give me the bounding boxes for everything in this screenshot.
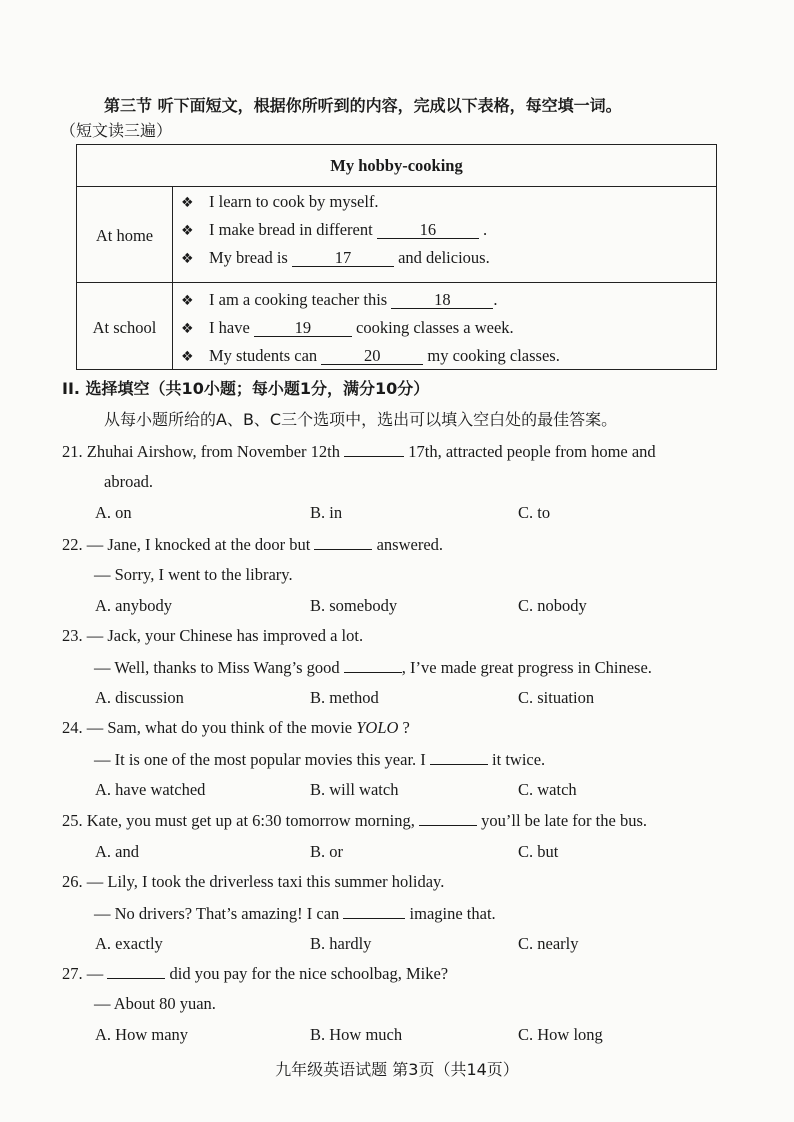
option-b[interactable]: B. in [310, 503, 343, 522]
question-24-line2: — It is one of the most popular movies this year. I it twice. [94, 750, 546, 769]
section3-heading: 第三节 听下面短文，根据你所听到的内容，完成以下表格，每空填一词。 [104, 96, 622, 115]
answer-blank[interactable] [314, 534, 372, 550]
answer-blank[interactable] [107, 963, 165, 979]
answer-blank[interactable] [343, 903, 405, 919]
answer-blank[interactable]: 16 [377, 222, 479, 239]
question-number: 26. [62, 872, 83, 891]
option-c[interactable]: C. nobody [518, 596, 587, 615]
question-number: 23. [62, 626, 83, 645]
part2-heading: II. 选择填空（共10小题；每小题1分，满分10分） [62, 379, 430, 398]
question-21-line2: abroad. [104, 472, 154, 491]
question-22: 22. — Jane, I knocked at the door but answered. [62, 535, 444, 554]
question-23-line2: — Well, thanks to Miss Wang’s good , I’ve made great progress in Chinese. [94, 658, 652, 677]
option-b[interactable]: B. hardly [310, 934, 372, 953]
diamond-bullet-icon: ❖ [181, 223, 194, 239]
diamond-bullet-icon: ❖ [181, 195, 194, 211]
table-item: ❖ I learn to cook by myself. [181, 192, 379, 211]
option-c[interactable]: C. situation [518, 688, 595, 707]
answer-blank[interactable] [419, 810, 477, 826]
answer-blank[interactable]: 19 [254, 320, 352, 337]
answer-blank[interactable] [344, 657, 402, 673]
question-21: 21. Zhuhai Airshow, from November 12th 17th, attracted people from home and [62, 442, 656, 461]
option-b[interactable]: B. How much [310, 1025, 403, 1044]
table-item: ❖ My bread is 17 and delicious. [181, 248, 490, 267]
option-c[interactable]: C. but [518, 842, 559, 861]
question-number: 25. [62, 811, 83, 830]
question-27-line2: — About 80 yuan. [94, 994, 216, 1013]
question-number: 24. [62, 718, 83, 737]
table-item: ❖ I have 19 cooking classes a week. [181, 318, 514, 337]
question-23: 23. — Jack, your Chinese has improved a lot. [62, 626, 364, 645]
option-b[interactable]: B. somebody [310, 596, 398, 615]
section3-note: （短文读三遍） [60, 121, 173, 140]
question-26-line2: — No drivers? That’s amazing! I can imagine that. [94, 904, 496, 923]
option-c[interactable]: C. How long [518, 1025, 603, 1044]
part2-instruction: 从每小题所给的A、B、C三个选项中，选出可以填入空白处的最佳答案。 [104, 410, 618, 429]
option-c[interactable]: C. nearly [518, 934, 579, 953]
option-a[interactable]: A. discussion [95, 688, 184, 707]
table-item: ❖ My students can 20 my cooking classes. [181, 346, 560, 365]
option-a[interactable]: A. and [95, 842, 139, 861]
diamond-bullet-icon: ❖ [181, 321, 194, 337]
table-column-divider [172, 186, 173, 369]
question-number: 27. [62, 964, 83, 983]
answer-blank[interactable] [344, 441, 404, 457]
question-27: 27. — did you pay for the nice schoolbag, Mike? [62, 964, 449, 983]
option-a[interactable]: A. How many [95, 1025, 189, 1044]
hobby-table [76, 144, 717, 370]
option-b[interactable]: B. will watch [310, 780, 399, 799]
table-item: ❖ I make bread in different 16 . [181, 220, 488, 239]
option-c[interactable]: C. watch [518, 780, 577, 799]
page-footer: 九年级英语试题 第3页（共14页） [275, 1060, 519, 1079]
row-label-at-home: At home [95, 226, 154, 245]
option-a[interactable]: A. on [95, 503, 132, 522]
option-a[interactable]: A. anybody [95, 596, 172, 615]
answer-blank[interactable]: 20 [321, 348, 423, 365]
row-label-at-school: At school [92, 318, 157, 337]
option-b[interactable]: B. or [310, 842, 343, 861]
answer-blank[interactable] [430, 749, 488, 765]
question-22-line2: — Sorry, I went to the library. [94, 565, 293, 584]
option-a[interactable]: A. have watched [95, 780, 206, 799]
movie-title: YOLO [356, 718, 399, 737]
option-a[interactable]: A. exactly [95, 934, 163, 953]
answer-blank[interactable]: 17 [292, 250, 394, 267]
question-number: 22. [62, 535, 83, 554]
question-26: 26. — Lily, I took the driverless taxi this summer holiday. [62, 872, 445, 891]
table-item: ❖ I am a cooking teacher this 18 . [181, 290, 498, 309]
diamond-bullet-icon: ❖ [181, 293, 194, 309]
question-24: 24. — Sam, what do you think of the movie YOLO ? [62, 718, 410, 737]
diamond-bullet-icon: ❖ [181, 349, 194, 365]
question-number: 21. [62, 442, 83, 461]
table-title: My hobby-cooking [330, 156, 463, 175]
answer-blank[interactable]: 18 [391, 292, 493, 309]
option-b[interactable]: B. method [310, 688, 379, 707]
option-c[interactable]: C. to [518, 503, 551, 522]
diamond-bullet-icon: ❖ [181, 251, 194, 267]
question-25: 25. Kate, you must get up at 6:30 tomorrow morning, you’ll be late for the bus. [62, 811, 647, 830]
